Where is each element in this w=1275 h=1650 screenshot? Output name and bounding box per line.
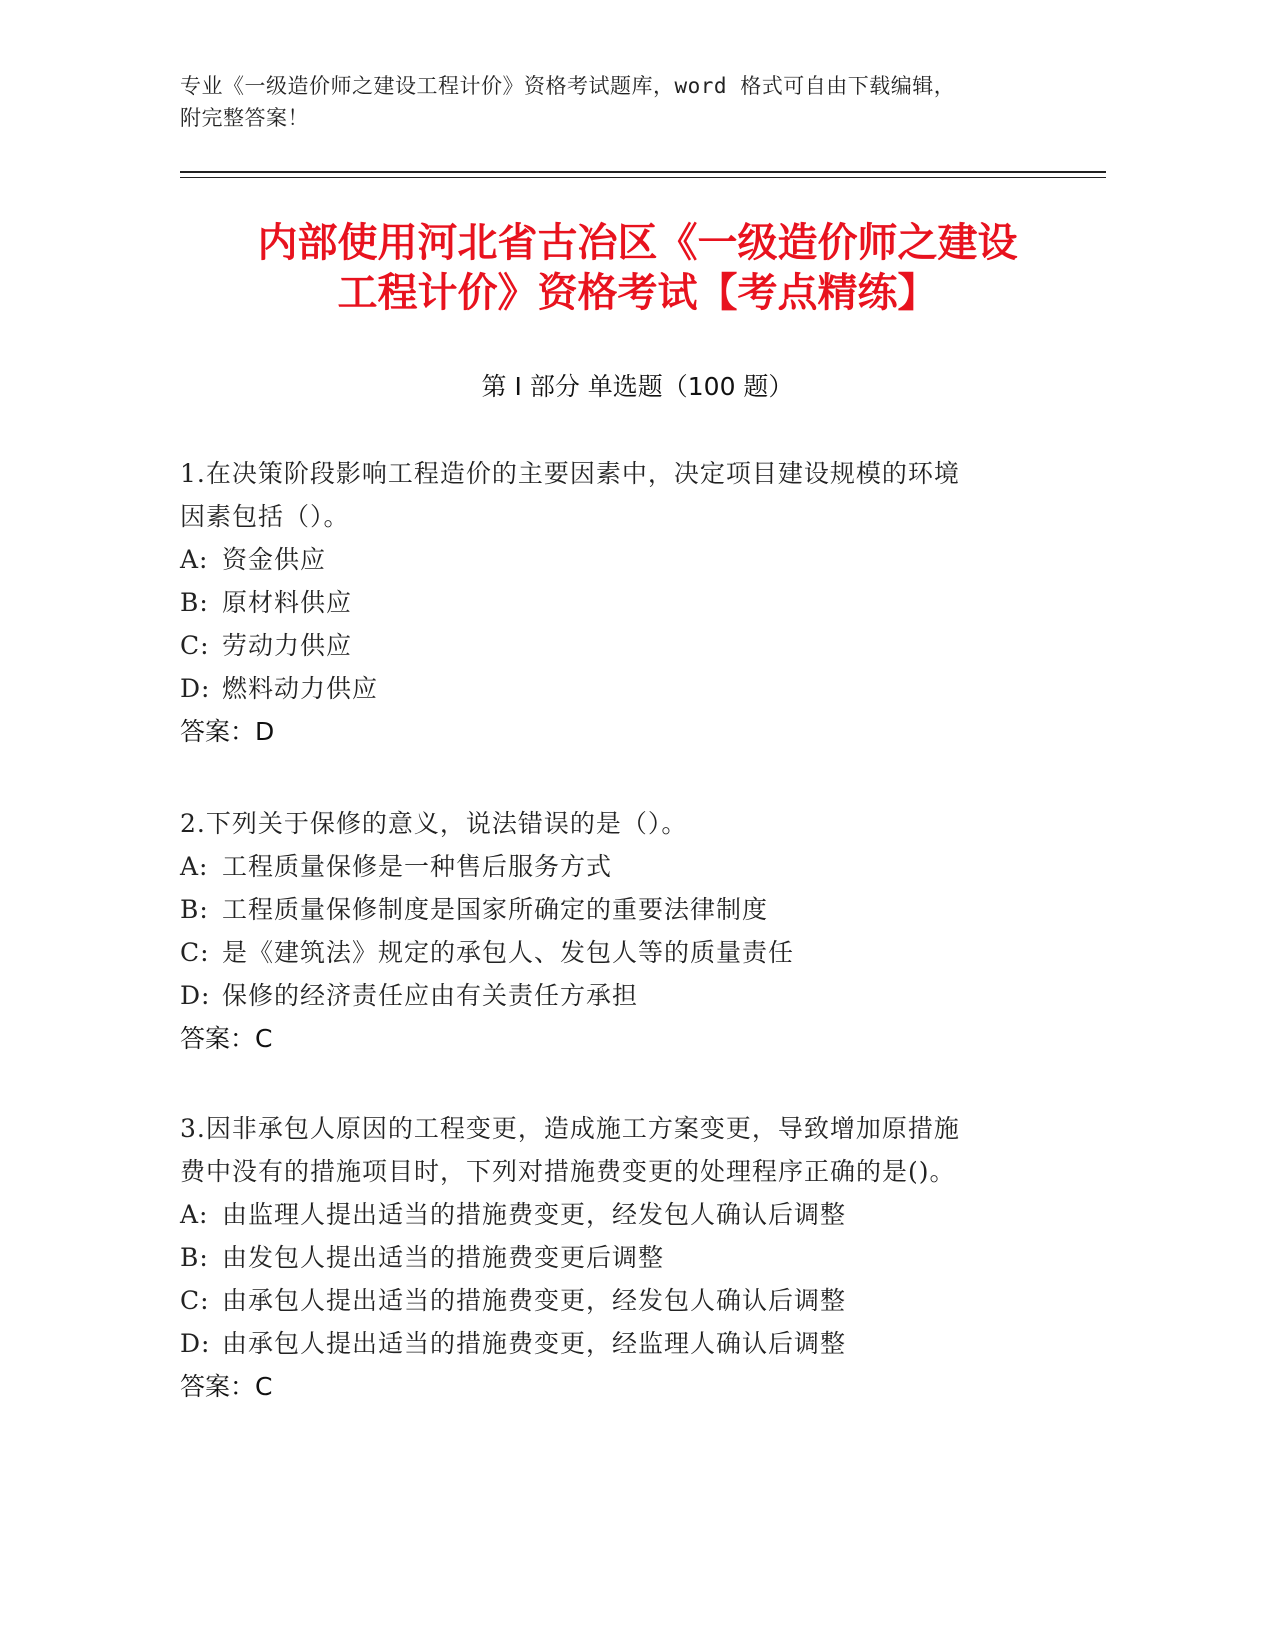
option-letter: D: <box>180 674 211 703</box>
question-1 <box>180 452 1040 753</box>
option-text: 由监理人提出适当的措施费变更，经发包人确认后调整 <box>222 1200 847 1229</box>
option-text: 工程质量保修制度是国家所确定的重要法律制度 <box>222 895 769 924</box>
option-d <box>180 667 1040 710</box>
document-title <box>150 218 1125 318</box>
document-title-line: 工程计价》资格考试【考点精练】 <box>337 270 938 316</box>
option-letter: D: <box>180 1329 211 1358</box>
question-stem <box>180 802 1040 845</box>
question-stem <box>180 1107 1040 1193</box>
option-c <box>180 1279 1040 1322</box>
section-heading: 第 I 部分 单选题（100 题） <box>481 372 794 401</box>
option-text: 由承包人提出适当的措施费变更，经监理人确认后调整 <box>222 1329 847 1358</box>
option-letter: C: <box>180 938 210 967</box>
option-text: 由发包人提出适当的措施费变更后调整 <box>222 1243 665 1272</box>
option-text: 工程质量保修是一种售后服务方式 <box>222 852 613 881</box>
option-d <box>180 974 1040 1017</box>
option-b <box>180 1236 1040 1279</box>
option-a <box>180 845 1040 888</box>
option-text: 原材料供应 <box>222 588 353 617</box>
option-b <box>180 888 1040 931</box>
option-letter: A: <box>180 1200 209 1229</box>
option-a <box>180 538 1040 581</box>
option-text: 燃料动力供应 <box>222 674 379 703</box>
option-b <box>180 581 1040 624</box>
answer-label: 答案：C <box>180 1024 273 1053</box>
option-letter: D: <box>180 981 211 1010</box>
option-text: 保修的经济责任应由有关责任方承担 <box>222 981 639 1010</box>
option-c <box>180 624 1040 667</box>
option-letter: B: <box>180 895 209 924</box>
option-a <box>180 1193 1040 1236</box>
header-divider-thick <box>180 171 1106 173</box>
answer-label: 答案：C <box>180 1372 273 1401</box>
option-letter: B: <box>180 1243 209 1272</box>
question-stem-line: 3.因非承包人原因的工程变更，造成施工方案变更，导致增加原措施 <box>180 1114 960 1143</box>
option-letter: A: <box>180 545 209 574</box>
header-note <box>180 70 1060 134</box>
option-letter: A: <box>180 852 209 881</box>
option-letter: B: <box>180 588 209 617</box>
option-text: 由承包人提出适当的措施费变更，经发包人确认后调整 <box>222 1286 847 1315</box>
header-note-line: 专业《一级造价师之建设工程计价》资格考试题库，word 格式可自由下载编辑， <box>180 74 956 98</box>
option-text: 劳动力供应 <box>222 631 353 660</box>
question-stem-line: 2.下列关于保修的意义，说法错误的是（）。 <box>180 809 688 838</box>
header-divider-thin <box>180 177 1106 178</box>
header-note-line: 附完整答案！ <box>180 106 309 130</box>
option-text: 是《建筑法》规定的承包人、发包人等的质量责任 <box>222 938 795 967</box>
option-text: 资金供应 <box>222 545 327 574</box>
question-2 <box>180 802 1040 1060</box>
question-stem <box>180 452 1040 538</box>
option-c <box>180 931 1040 974</box>
answer-label: 答案：D <box>180 717 275 746</box>
document-title-line: 内部使用河北省古冶区《一级造价师之建设 <box>257 220 1018 266</box>
option-letter: C: <box>180 1286 210 1315</box>
question-3 <box>180 1107 1040 1408</box>
question-stem-line: 因素包括（）。 <box>180 502 350 531</box>
question-stem-line: 1.在决策阶段影响工程造价的主要因素中，决定项目建设规模的环境 <box>180 459 960 488</box>
option-d <box>180 1322 1040 1365</box>
question-stem-line: 费中没有的措施项目时，下列对措施费变更的处理程序正确的是()。 <box>180 1157 956 1186</box>
option-letter: C: <box>180 631 210 660</box>
